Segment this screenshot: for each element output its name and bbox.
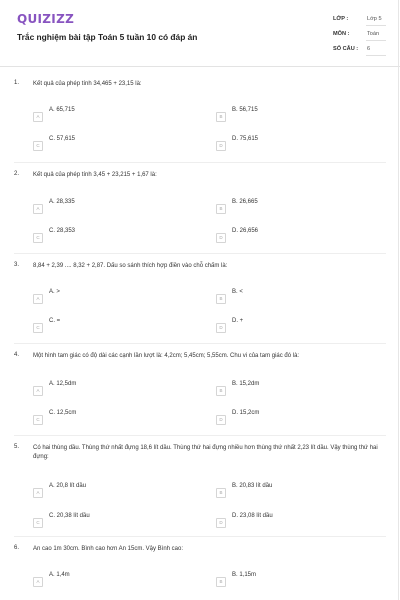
option-text: C. 20,38 lít dầu (49, 513, 90, 519)
question-text: Kết quả của phép tính 3,45 + 23,215 + 1,67 là: (33, 172, 157, 178)
divider (14, 253, 386, 254)
option-letter-box: B (216, 204, 226, 214)
question-number: 5. (14, 444, 20, 450)
meta-subject-underline (366, 40, 386, 41)
quizizz-logo: QUIZIZZ (17, 12, 75, 26)
option-text: A. 20,8 lít dầu (49, 483, 87, 489)
option-text: B. < (232, 289, 243, 295)
option-letter-box: C (33, 233, 43, 243)
question-number: 3. (14, 262, 20, 268)
option-letter-box: C (33, 141, 43, 151)
divider (14, 343, 386, 344)
question-number: 6. (14, 545, 20, 551)
option-text: B. 1,15m (232, 572, 257, 578)
question-text: Một hình tam giác có độ dài các cạnh lần lượt là: 4,2cm; 5,45cm; 5,55cm. Chu vi của tam giác đó là: (33, 353, 300, 359)
option-letter-box: D (216, 323, 226, 333)
option-letter-box: B (216, 112, 226, 122)
question-number: 2. (14, 171, 20, 177)
meta-class-label: LỚP : (333, 16, 349, 22)
option-text: A. > (49, 289, 60, 295)
option-letter-box: B (216, 488, 226, 498)
option-text: B. 20,83 lít dầu (232, 483, 273, 489)
question-text: Có hai thùng dầu. Thùng thứ nhất đựng 18,6 lít dầu. Thùng thứ hai đựng nhiều hơn thùng thứ nhất 2,23 lít dầu. Vậy thùng thứ hai đựng: (33, 445, 378, 460)
option-text: C. 28,353 (49, 228, 76, 234)
page-edge-divider (398, 0, 399, 600)
option-letter-box: A (33, 386, 43, 396)
option-letter-box: D (216, 233, 226, 243)
meta-count-value: 6 (367, 46, 371, 52)
option-letter-box: A (33, 204, 43, 214)
option-letter-box: C (33, 415, 43, 425)
meta-count-label: SỐ CÂU : (333, 46, 359, 52)
option-text: B. 26,665 (232, 199, 258, 205)
header (0, 0, 400, 67)
question-text: Kết quả của phép tính 34,465 + 23,15 là: (33, 81, 142, 87)
option-letter-box: B (216, 577, 226, 587)
question-text: 8,84 + 2,39 .... 8,32 + 2,87. Dấu so sánh thích hợp điền vào chỗ chấm là: (33, 263, 228, 269)
divider (14, 536, 386, 537)
option-text: D. + (232, 318, 244, 324)
option-letter-box: A (33, 294, 43, 304)
meta-count-underline (366, 55, 386, 56)
option-letter-box: B (216, 386, 226, 396)
option-letter-box: D (216, 415, 226, 425)
option-text: D. 75,615 (232, 136, 259, 142)
option-text: A. 28,335 (49, 199, 75, 205)
option-text: A. 65,715 (49, 107, 75, 113)
option-text: C. 57,615 (49, 136, 76, 142)
meta-subject-label: MÔN : (333, 31, 350, 37)
option-text: B. 56,715 (232, 107, 258, 113)
meta-class-underline (366, 25, 386, 26)
option-letter-box: D (216, 518, 226, 528)
divider (14, 162, 386, 163)
option-text: D. 23,08 lít dầu (232, 513, 273, 519)
option-letter-box: A (33, 488, 43, 498)
meta-subject-value: Toán (367, 31, 380, 37)
option-text: A. 1,4m (49, 572, 70, 578)
option-letter-box: B (216, 294, 226, 304)
option-letter-box: C (33, 323, 43, 333)
option-text: C. 12,5cm (49, 410, 77, 416)
option-letter-box: A (33, 112, 43, 122)
option-letter-box: A (33, 577, 43, 587)
option-letter-box: D (216, 141, 226, 151)
option-text: A. 12,5dm (49, 381, 77, 387)
question-text: An cao 1m 30cm. Bình cao hơn An 15cm. Vậy Bình cao: (33, 546, 184, 552)
option-letter-box: C (33, 518, 43, 528)
option-text: D. 26,656 (232, 228, 259, 234)
question-number: 4. (14, 352, 20, 358)
meta-class-value: Lớp 5 (367, 16, 382, 22)
question-number: 1. (14, 80, 20, 86)
option-text: D. 15,2cm (232, 410, 260, 416)
option-text: C. = (49, 318, 61, 324)
divider (14, 435, 386, 436)
option-text: B. 15,2dm (232, 381, 260, 387)
page-title: Trắc nghiệm bài tập Toán 5 tuần 10 có đáp án (17, 32, 198, 42)
